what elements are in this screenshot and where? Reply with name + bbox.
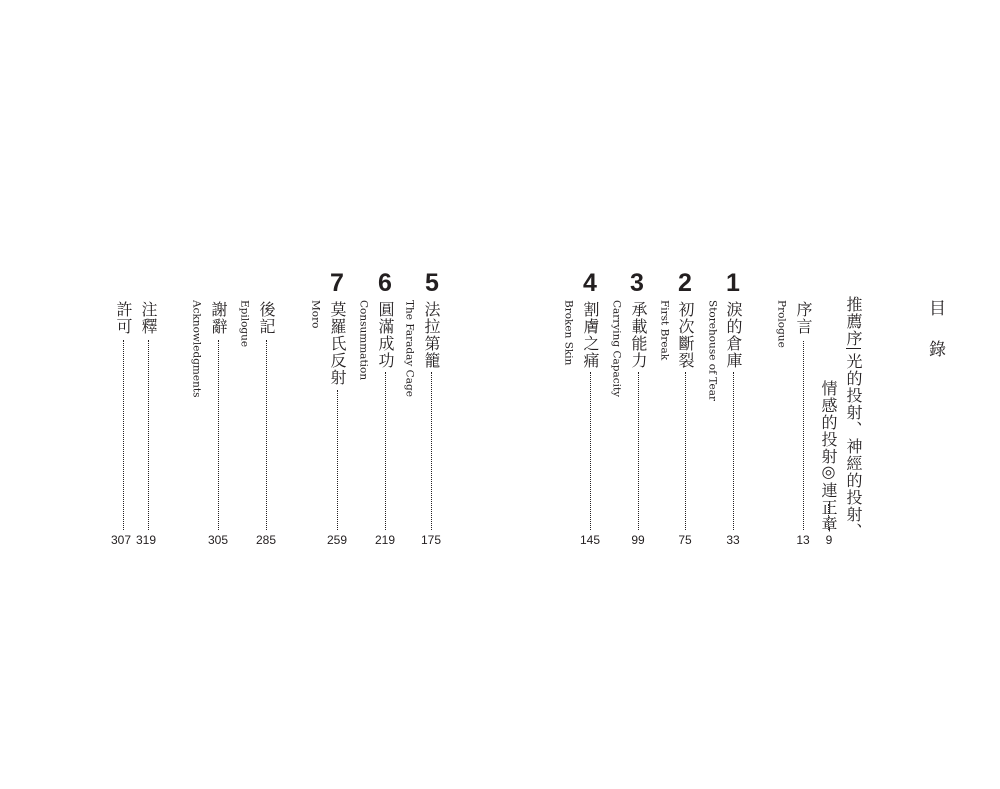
acknowledgments-title: 謝辭 xyxy=(209,301,228,335)
prologue-page-number: 13 xyxy=(796,533,810,547)
chapter-6-english: Consummation xyxy=(357,300,370,381)
chapter-1-page-number: 33 xyxy=(726,533,740,547)
acknowledgments-leader-dots xyxy=(218,340,219,530)
chapter-4-title: 割膚之痛 xyxy=(581,301,600,369)
chapter-5-english: The Faraday Cage xyxy=(403,300,416,397)
epilogue-leader-dots xyxy=(266,340,267,530)
foreword-label: 推薦序 xyxy=(844,296,863,347)
permissions-leader-dots xyxy=(123,340,124,530)
chapter-6-number: 6 xyxy=(378,269,392,297)
chapter-5-leader-dots xyxy=(431,372,432,530)
foreword-divider xyxy=(846,348,861,349)
chapter-1-title: 淚的倉庫 xyxy=(724,301,743,369)
chapter-4-page-number: 145 xyxy=(579,533,601,547)
chapter-1-leader-dots xyxy=(733,372,734,530)
permissions-title: 許可 xyxy=(114,301,133,335)
prologue-english: Prologue xyxy=(775,300,788,348)
chapter-3-leader-dots xyxy=(638,372,639,530)
chapter-3-page-number: 99 xyxy=(631,533,645,547)
acknowledgments-english: Acknowledgments xyxy=(190,300,203,398)
epilogue-page-number: 285 xyxy=(255,533,277,547)
toc-title-char-1: 目 xyxy=(929,299,946,319)
chapter-2-leader-dots xyxy=(685,372,686,530)
foreword-page-number: 9 xyxy=(825,533,833,547)
chapter-7-english: Moro xyxy=(309,300,322,329)
chapter-7-page-number: 259 xyxy=(326,533,348,547)
foreword-line-2: 情感的投射 xyxy=(819,380,838,465)
chapter-5-page-number: 175 xyxy=(420,533,442,547)
chapter-3-english: Carrying Capacity xyxy=(610,300,623,398)
chapter-6-title: 圓滿成功 xyxy=(376,301,395,369)
chapter-2-number: 2 xyxy=(678,269,692,297)
chapter-3-title: 承載能力 xyxy=(629,301,648,369)
chapter-6-page-number: 219 xyxy=(374,533,396,547)
notes-title: 注釋 xyxy=(139,301,158,335)
chapter-5-title: 法拉第籠 xyxy=(422,301,441,369)
chapter-7-number: 7 xyxy=(330,269,344,297)
toc-title-char-2: 錄 xyxy=(929,340,946,360)
chapter-7-title: 莫羅氏反射 xyxy=(328,301,347,386)
permissions-page-number: 307 xyxy=(110,533,132,547)
prologue-leader-dots xyxy=(803,341,804,530)
chapter-4-english: Broken Skin xyxy=(562,300,575,366)
foreword-author: ◎連正章 xyxy=(819,462,838,533)
epilogue-english: Epilogue xyxy=(238,300,251,348)
chapter-4-number: 4 xyxy=(583,269,597,297)
chapter-2-page-number: 75 xyxy=(678,533,692,547)
chapter-6-leader-dots xyxy=(385,372,386,530)
chapter-2-title: 初次斷裂 xyxy=(676,301,695,369)
acknowledgments-page-number: 305 xyxy=(207,533,229,547)
chapter-1-number: 1 xyxy=(726,269,740,297)
notes-leader-dots xyxy=(148,340,149,530)
foreword-leader-dots xyxy=(828,504,829,530)
chapter-2-english: First Break xyxy=(658,300,671,361)
notes-page-number: 319 xyxy=(135,533,157,547)
chapter-1-english: Storehouse of Tear xyxy=(706,300,719,401)
epilogue-title: 後記 xyxy=(257,301,276,335)
chapter-4-leader-dots xyxy=(590,372,591,530)
chapter-3-number: 3 xyxy=(630,269,644,297)
chapter-7-leader-dots xyxy=(337,390,338,530)
foreword-line-1: 光的投射、神經的投射、 xyxy=(844,353,863,540)
prologue-title: 序言 xyxy=(794,301,813,335)
chapter-5-number: 5 xyxy=(425,269,439,297)
